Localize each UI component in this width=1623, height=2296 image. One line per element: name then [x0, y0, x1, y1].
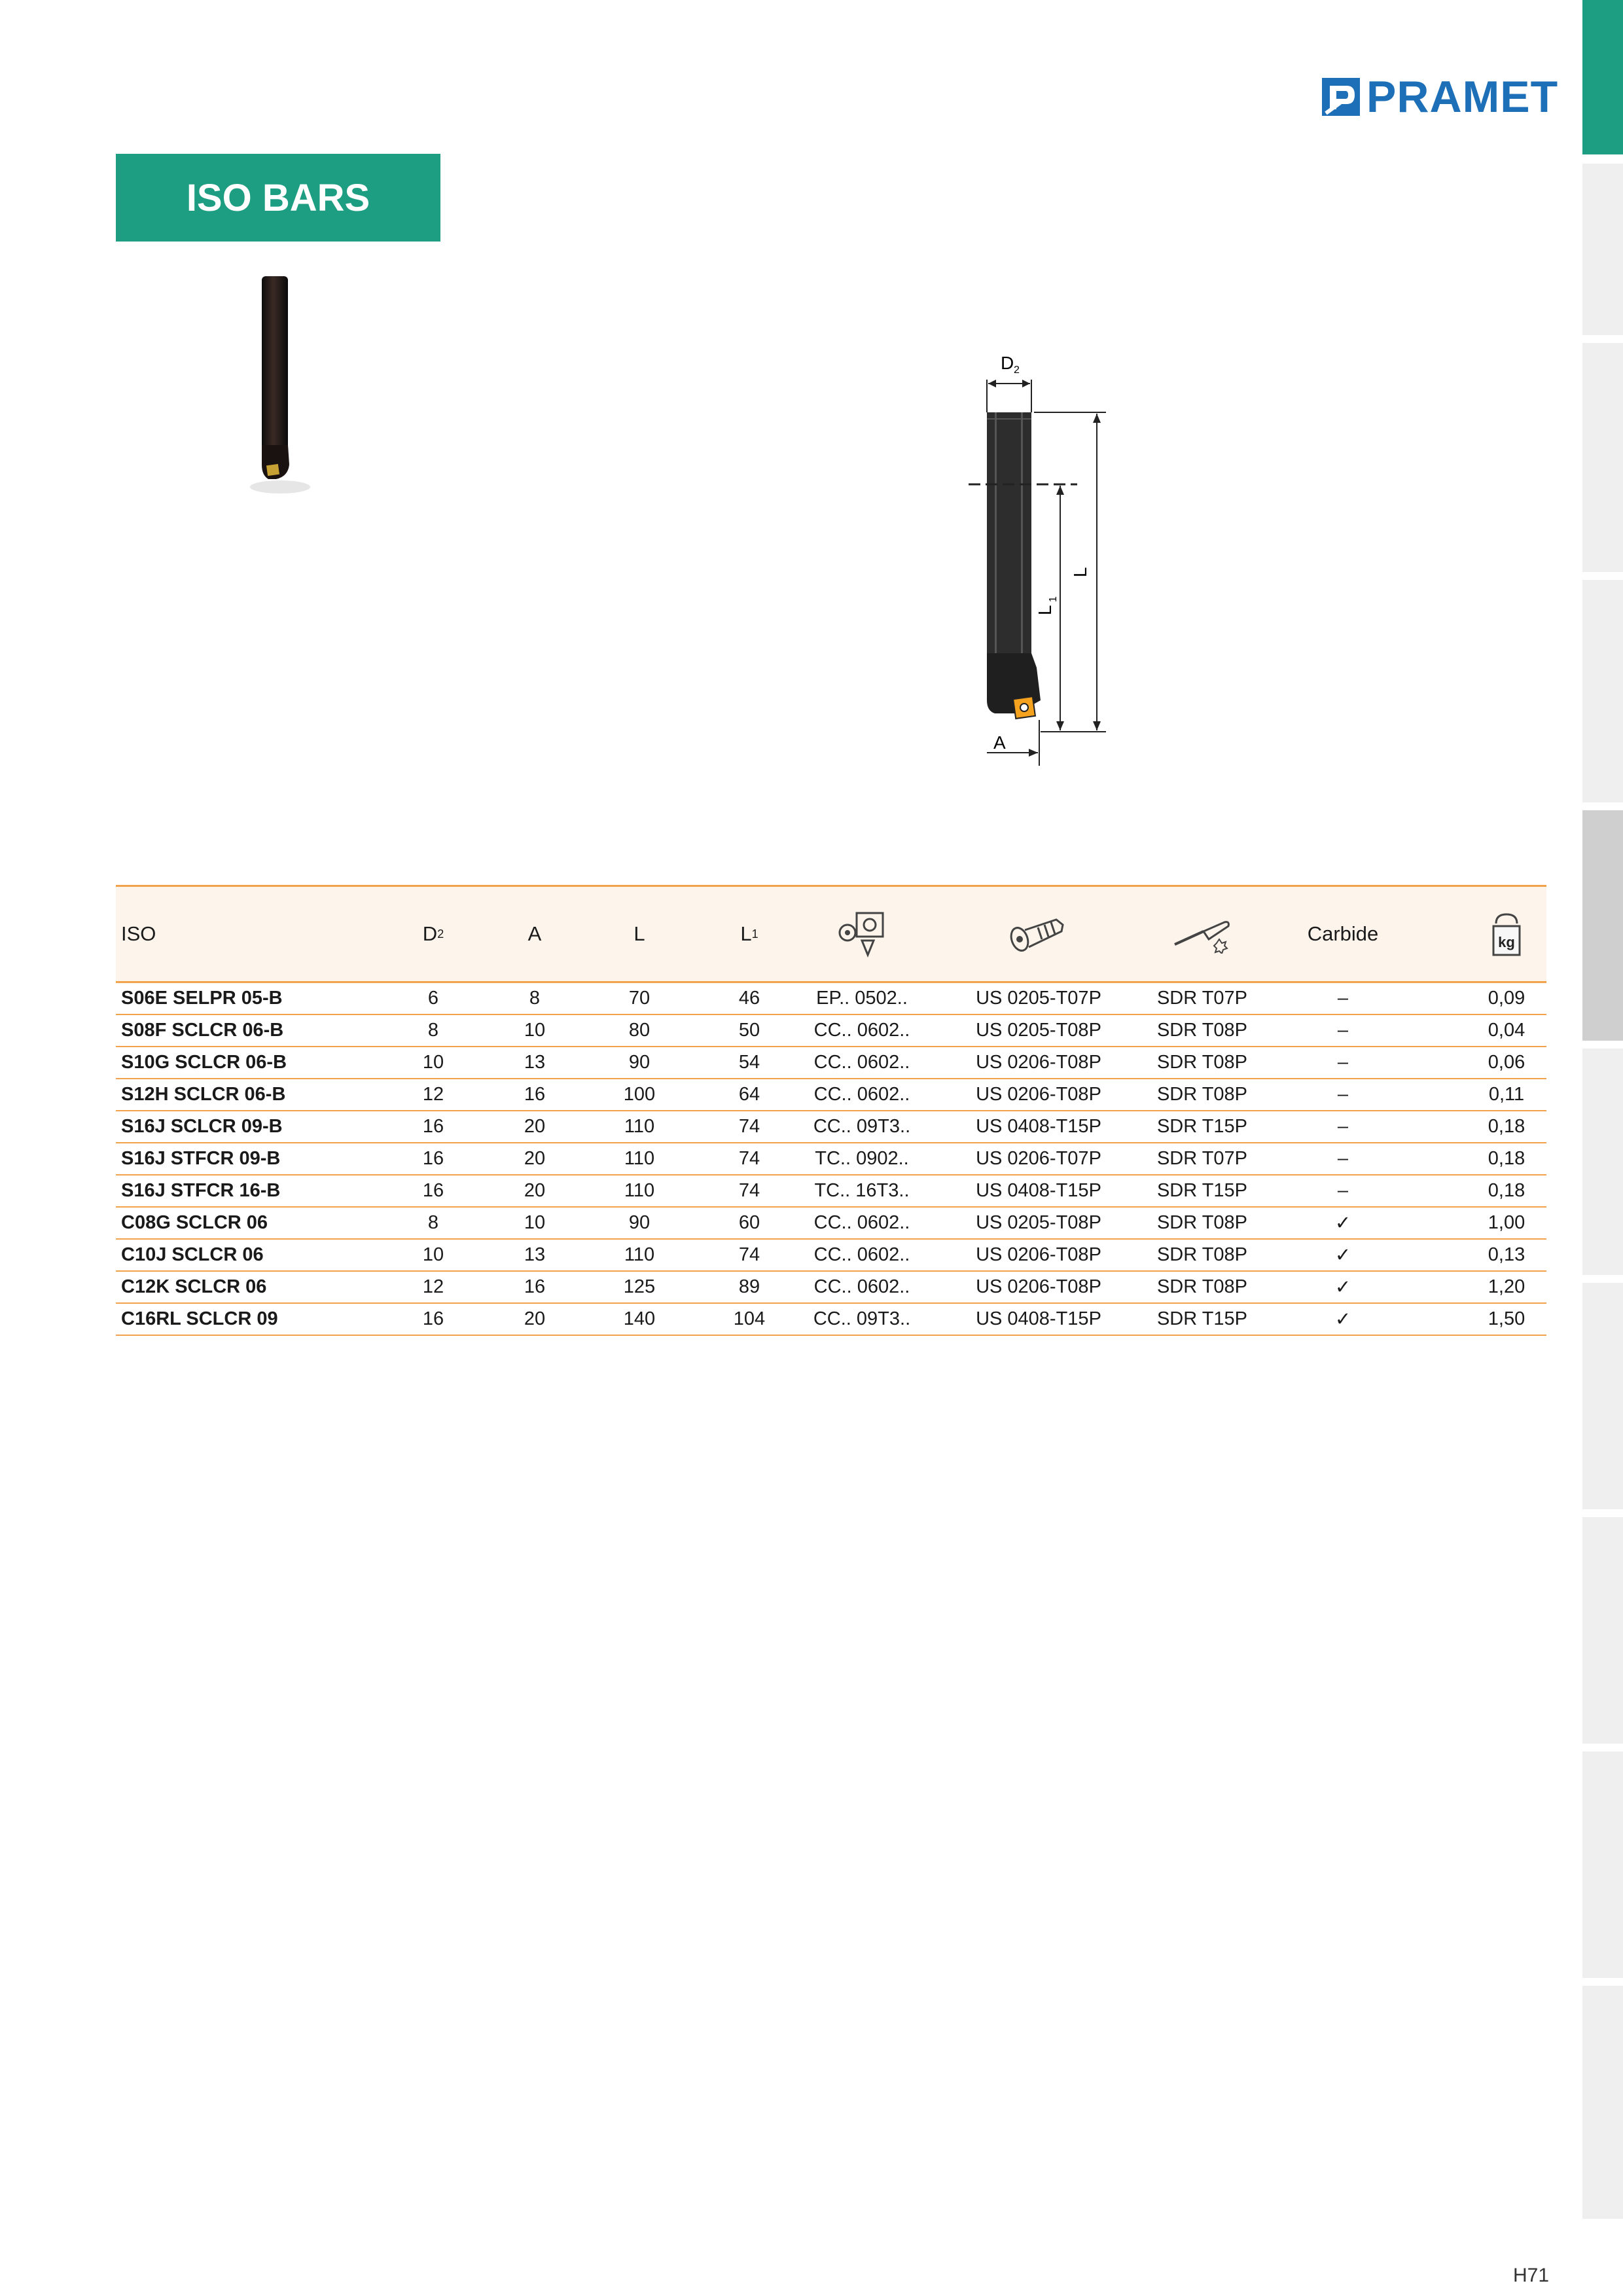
cell-code: S16J SCLCR 09-B: [121, 1116, 283, 1137]
technical-drawing: [949, 347, 1119, 779]
product-photo: [242, 268, 321, 497]
cell-code: S06E SELPR 05-B: [121, 988, 283, 1009]
header-screw: [954, 887, 1124, 981]
table-row: [116, 1175, 1546, 1208]
page-title: ISO BARS: [186, 176, 370, 219]
cell-a: 20: [524, 1308, 546, 1329]
cell-insert: CC.. 0602..: [813, 1276, 910, 1297]
cell-d2: 12: [422, 1084, 444, 1105]
cell-insert: EP.. 0502..: [816, 988, 908, 1009]
cell-d2: 8: [427, 1212, 439, 1233]
cell-carbide: ✓: [1334, 1213, 1351, 1234]
cell-key: SDR T08P: [1156, 1084, 1248, 1105]
dim-label-l1: L: [1035, 605, 1055, 615]
cell-l1: 74: [738, 1116, 760, 1137]
header-l1: [713, 887, 785, 981]
cell-a: 20: [524, 1116, 546, 1137]
cell-d2: 6: [427, 988, 439, 1009]
dim-label-l: L: [1070, 567, 1090, 577]
header-d2-sub: 2: [437, 927, 444, 941]
cell-carbide: –: [1337, 988, 1349, 1009]
cell-code: S16J STFCR 09-B: [121, 1148, 281, 1169]
cell-screw: US 0206-T07P: [976, 1148, 1101, 1169]
cell-l1: 104: [733, 1308, 766, 1329]
cell-key: SDR T08P: [1156, 1020, 1248, 1041]
table-body: [116, 983, 1546, 1336]
cell-weight: 0,18: [1488, 1116, 1525, 1137]
cell-code: S16J STFCR 16-B: [121, 1180, 281, 1201]
cell-screw: US 0205-T08P: [976, 1020, 1101, 1041]
cell-insert: CC.. 0602..: [813, 1212, 910, 1233]
cell-key: SDR T15P: [1156, 1116, 1248, 1137]
cell-d2: 16: [422, 1116, 444, 1137]
header-l: L: [633, 922, 645, 945]
cell-l: 110: [624, 1148, 655, 1169]
cell-d2: 12: [422, 1276, 444, 1297]
cell-weight: 1,00: [1488, 1212, 1525, 1233]
insert-icon: [836, 909, 888, 959]
cell-weight: 0,18: [1488, 1180, 1525, 1201]
cell-insert: CC.. 0602..: [813, 1084, 910, 1105]
cell-l: 90: [628, 1212, 651, 1233]
screw-icon: [1009, 913, 1068, 955]
cell-d2: 10: [422, 1052, 444, 1073]
header-insert: [796, 887, 927, 981]
cell-weight: 0,09: [1488, 988, 1525, 1009]
cell-screw: US 0205-T07P: [976, 988, 1101, 1009]
product-table: [116, 885, 1546, 1336]
cell-a: 8: [529, 988, 541, 1009]
cell-a: 16: [524, 1276, 546, 1297]
cell-d2: 16: [422, 1148, 444, 1169]
header-l1-sub: 1: [751, 927, 758, 941]
cell-screw: US 0408-T15P: [976, 1308, 1101, 1329]
cell-carbide: –: [1337, 1084, 1349, 1105]
cell-weight: 0,04: [1488, 1020, 1525, 1041]
cell-key: SDR T08P: [1156, 1212, 1248, 1233]
section-tab-active[interactable]: [1582, 0, 1623, 154]
header-key: [1137, 887, 1268, 981]
table-header-row: [116, 885, 1546, 983]
cell-l: 80: [628, 1020, 651, 1041]
cell-insert: CC.. 0602..: [813, 1244, 910, 1265]
table-row: [116, 1208, 1546, 1240]
cell-a: 10: [524, 1212, 546, 1233]
cell-l1: 64: [738, 1084, 760, 1105]
section-tab[interactable]: [1582, 1986, 1623, 2219]
cell-weight: 1,50: [1488, 1308, 1525, 1329]
header-carbide: Carbide: [1307, 922, 1379, 945]
cell-code: S12H SCLCR 06-B: [121, 1084, 286, 1105]
screwdriver-icon: [1171, 914, 1234, 954]
section-tab[interactable]: [1582, 1751, 1623, 1978]
cell-carbide: ✓: [1334, 1277, 1351, 1298]
header-a: A: [527, 922, 542, 945]
cell-insert: TC.. 16T3..: [814, 1180, 910, 1201]
cell-l: 110: [624, 1180, 655, 1201]
cell-code: C10J SCLCR 06: [121, 1244, 264, 1265]
cell-l: 70: [628, 988, 651, 1009]
section-tab[interactable]: [1582, 1049, 1623, 1275]
header-d2-label: D: [422, 922, 438, 945]
cell-carbide: –: [1337, 1180, 1349, 1201]
cell-d2: 16: [422, 1308, 444, 1329]
section-tab[interactable]: [1582, 343, 1623, 572]
table-row: [116, 1015, 1546, 1047]
cell-weight: 0,06: [1488, 1052, 1525, 1073]
table-row: [116, 1143, 1546, 1175]
section-tab[interactable]: [1582, 1517, 1623, 1744]
section-tab-current[interactable]: [1582, 810, 1623, 1041]
cell-insert: CC.. 0602..: [813, 1020, 910, 1041]
dim-label-l1-sub: 1: [1048, 596, 1059, 602]
cell-a: 13: [524, 1052, 546, 1073]
cell-l1: 46: [738, 988, 760, 1009]
section-tab[interactable]: [1582, 164, 1623, 335]
cell-d2: 8: [427, 1020, 439, 1041]
cell-l1: 89: [738, 1276, 760, 1297]
cell-a: 20: [524, 1148, 546, 1169]
header-d2: [397, 887, 469, 981]
section-tab[interactable]: [1582, 1283, 1623, 1509]
cell-a: 20: [524, 1180, 546, 1201]
cell-l: 110: [624, 1116, 655, 1137]
cell-screw: US 0206-T08P: [976, 1244, 1101, 1265]
cell-screw: US 0206-T08P: [976, 1052, 1101, 1073]
cell-key: SDR T08P: [1156, 1276, 1248, 1297]
pramet-logo: [1321, 73, 1558, 120]
cell-carbide: ✓: [1334, 1245, 1351, 1266]
dim-label-d2: D: [1001, 353, 1014, 373]
cell-l: 140: [623, 1308, 656, 1329]
header-l1-label: L: [740, 922, 752, 945]
cell-code: C08G SCLCR 06: [121, 1212, 268, 1233]
cell-screw: US 0205-T08P: [976, 1212, 1101, 1233]
cell-key: SDR T07P: [1156, 988, 1248, 1009]
cell-key: SDR T08P: [1156, 1052, 1248, 1073]
cell-code: S10G SCLCR 06-B: [121, 1052, 287, 1073]
cell-weight: 0,11: [1488, 1084, 1525, 1105]
cell-weight: 0,18: [1488, 1148, 1525, 1169]
cell-screw: US 0408-T15P: [976, 1116, 1101, 1137]
weight-icon-label: kg: [1498, 934, 1515, 950]
cell-code: C16RL SCLCR 09: [121, 1308, 278, 1329]
cell-weight: 1,20: [1488, 1276, 1525, 1297]
cell-l1: 74: [738, 1180, 760, 1201]
page-number: H71: [1513, 2265, 1550, 2286]
section-index-strip: [1582, 0, 1623, 2219]
cell-d2: 10: [422, 1244, 444, 1265]
cell-a: 16: [524, 1084, 546, 1105]
section-tab[interactable]: [1582, 580, 1623, 802]
cell-code: S08F SCLCR 06-B: [121, 1020, 284, 1041]
cell-key: SDR T07P: [1156, 1148, 1248, 1169]
cell-screw: US 0206-T08P: [976, 1276, 1101, 1297]
cell-a: 10: [524, 1020, 546, 1041]
cell-carbide: –: [1337, 1052, 1349, 1073]
cell-d2: 16: [422, 1180, 444, 1201]
table-row: [116, 983, 1546, 1015]
cell-l: 100: [623, 1084, 656, 1105]
section-title-banner: [116, 154, 440, 242]
cell-a: 13: [524, 1244, 546, 1265]
table-row: [116, 1240, 1546, 1272]
pramet-logo-icon: [1321, 77, 1361, 117]
cell-l: 110: [624, 1244, 655, 1265]
cell-insert: CC.. 09T3..: [813, 1308, 911, 1329]
cell-l1: 74: [738, 1148, 760, 1169]
cell-weight: 0,13: [1488, 1244, 1525, 1265]
table-row: [116, 1272, 1546, 1304]
header-weight: [1457, 887, 1556, 981]
table-row: [116, 1304, 1546, 1336]
dim-label-a: A: [993, 732, 1006, 753]
cell-insert: TC.. 0902..: [815, 1148, 909, 1169]
weight-icon: [1491, 910, 1522, 958]
pramet-logo-text: PRAMET: [1366, 72, 1559, 122]
cell-code: C12K SCLCR 06: [121, 1276, 267, 1297]
cell-key: SDR T15P: [1156, 1308, 1248, 1329]
cell-key: SDR T15P: [1156, 1180, 1248, 1201]
cell-screw: US 0206-T08P: [976, 1084, 1101, 1105]
cell-l1: 74: [738, 1244, 760, 1265]
cell-carbide: –: [1337, 1020, 1349, 1041]
cell-l1: 60: [738, 1212, 760, 1233]
table-row: [116, 1047, 1546, 1079]
dim-label-d2-sub: 2: [1014, 365, 1020, 376]
cell-l: 90: [628, 1052, 651, 1073]
cell-carbide: ✓: [1334, 1309, 1351, 1330]
header-iso: ISO: [121, 922, 156, 945]
cell-key: SDR T08P: [1156, 1244, 1248, 1265]
table-row: [116, 1079, 1546, 1111]
cell-insert: CC.. 09T3..: [813, 1116, 911, 1137]
cell-l1: 50: [738, 1020, 760, 1041]
cell-screw: US 0408-T15P: [976, 1180, 1101, 1201]
cell-l: 125: [623, 1276, 656, 1297]
cell-carbide: –: [1337, 1148, 1349, 1169]
cell-carbide: –: [1337, 1116, 1349, 1137]
cell-l1: 54: [738, 1052, 760, 1073]
table-row: [116, 1111, 1546, 1143]
cell-insert: CC.. 0602..: [813, 1052, 910, 1073]
